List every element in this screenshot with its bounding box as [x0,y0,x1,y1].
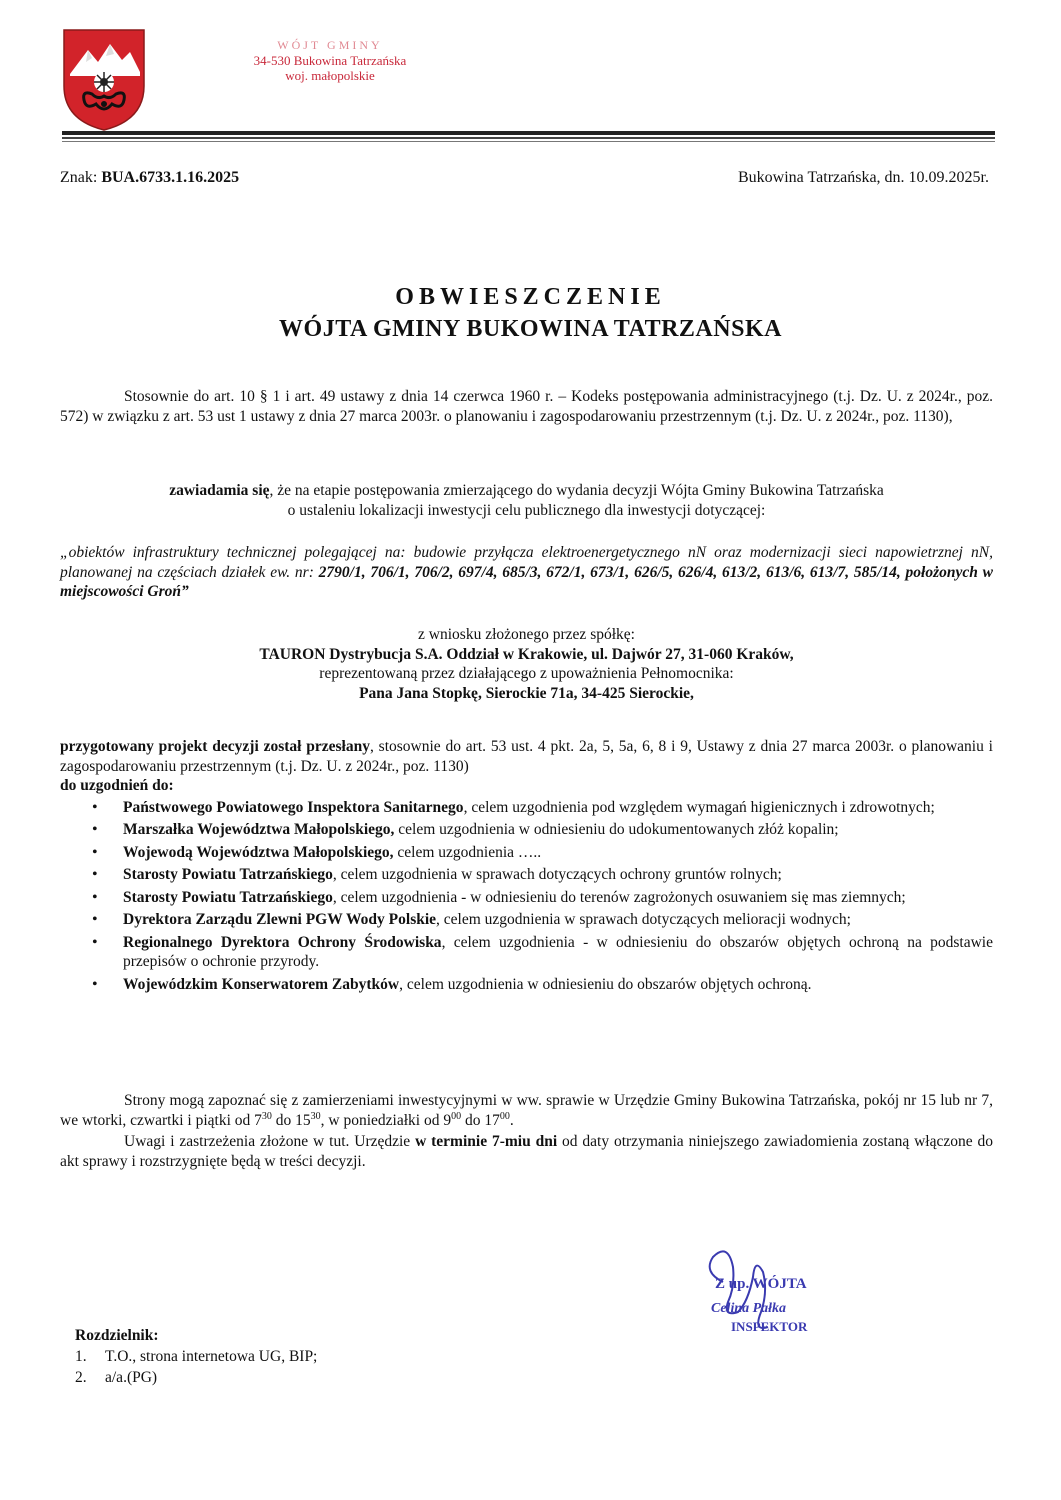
agreement-item: • Regionalnego Dyrektora Ochrony Środowiska, celem uzgodnienia - w odniesieniu do obszarów objętych ochroną na podstawie przepisów o ochronie przyrody. [60,933,993,972]
distribution-item: 2. a/a.(PG) [75,1369,158,1386]
agreement-item: • Wojewódzkim Konserwatorem Zabytków, celem uzgodnienia w odniesieniu do obszarów objętych ochroną. [60,975,993,995]
agreement-item: • Wojewodą Województwa Małopolskiego, celem uzgodnienia ….. [60,843,993,863]
investment-description: „obiektów infrastruktury technicznej polegającej na: budowie przyłącza elektroenergetycznego nN oraz modernizacji sieci napowietrznej nN, planowanej na częściach działek ew. nr: 2790/1, 706/1, 706/2, 697/4, 685/3, 672/1, 673/1, 626/5, 626/4, 613/2, 613/6, 613/7, 585/14, położonych w miejscowości Groń” [60,544,994,600]
agreement-list [60,798,993,995]
header-rule [62,131,995,135]
signature-stamp [693,1242,843,1352]
remarks-paragraph: Uwagi i zastrzeżenia złożone w tut. Urzędzie w terminie 7-miu dni od daty otrzymania niniejszego zawiadomienia zostaną włączone do akt sprawy i rozstrzygnięte będą w treści decyzji. [60,1133,993,1170]
applicant-intro: z wniosku złożonego przez spółkę: [418,626,635,643]
reference-number: Znak: BUA.6733.1.16.2025 [60,169,240,186]
representative-intro: reprezentowaną przez działającego z upoważnienia Pełnomocnika: [319,665,734,682]
agreement-item: • Starosty Powiatu Tatrzańskiego, celem uzgodnienia - w odniesieniu do terenów zagrożonych osuwaniem się mas ziemnych; [60,888,993,908]
project-sent-paragraph: przygotowany projekt decyzji został przesłany, stosownie do art. 53 ust. 4 pkt. 2a, 5, 5a, 6, 8 i 9, Ustawy z dnia 27 marca 2003r. o planowaniu i zagospodarowaniu przestrzennym (t.j. Dz. U. z 2024r., poz. 1130) do uzgodnień do: • Państwowego Powiatowego Inspektora Sanitarnego, celem uzgodnienia pod względem wymagań higienicznych i zdrowotnych; • Marszałka Województwa Małopolskiego, celem uzgodnienia w odniesieniu do udokumentowanych złóż kopalin; • Wojewodą Województwa Małopolskiego, celem uzgodnienia ….. • Starosty Powiatu Tatrzańskiego, celem uzgodnienia w sprawach dotyczących ochrony gruntów rolnych; • Starosty Powiatu Tatrzańskiego, celem uzgodnienia - w odniesieniu do terenów zagrożonych osuwaniem się mas ziemnych; • Dyrektora Zarządu Zlewni PGW Wody Polskie, celem uzgodnienia w sprawach dotyczących melioracji wodnych; • Regionalnego Dyrektora Ochrony Środowiska, celem uzgodnienia - w odniesieniu do obszarów objętych ochroną na podstawie przepisów o ochronie przyrody. • Wojewódzkim Konserwatorem Zabytków, celem uzgodnienia w odniesieniu do obszarów objętych ochroną. [60,737,993,997]
agreement-item: • Marszałka Województwa Małopolskiego, celem uzgodnienia w odniesieniu do udokumentowanych złóż kopalin; [60,820,993,840]
representative-name: Pana Jana Stopkę, Sierockie 71a, 34-425 Sierockie, [359,684,694,702]
coat-of-arms-logo [62,28,146,132]
agreement-item: • Państwowego Powiatowego Inspektora Sanitarnego, celem uzgodnienia pod względem wymagań higienicznych i zdrowotnych; [60,798,993,818]
stamp-line-3: woj. małopolskie [285,68,375,83]
locality-name: Groń [147,583,182,600]
stamp-line-1: WÓJT GMINY [277,38,383,52]
document-subtitle: WÓJTA GMINY BUKOWINA TATRZAŃSKA [279,316,782,342]
applicant-name: TAURON Dystrybucja S.A. Oddział w Krakowie, ul. Dajwór 27, 31-060 Kraków, [259,645,794,663]
notice-paragraph: zawiadamia się, że na etapie postępowania zmierzającego do wydania decyzji Wójta Gminy Bukowina Tatrzańska o ustaleniu lokalizacji inwestycji celu publicznego dla inwestycji dotyczącej: [169,482,884,519]
distribution-item: 1. T.O., strona internetowa UG, BIP; [75,1348,318,1365]
stamp-line-2: 34-530 Bukowina Tatrzańska [253,53,407,68]
legal-basis-paragraph: Stosownie do art. 10 § 1 i art. 49 ustawy z dnia 14 czerwca 1960 r. – Kodeks postępowania administracyjnego (t.j. Dz. U. z 2024r., poz. 572) w związku z art. 53 ust 1 ustawy z dnia 27 marca 2003r. o planowaniu i zagospodarowaniu przestrzennym (t.j. Dz. U. z 2024r., poz. 1130), [60,388,993,425]
place-and-date: Bukowina Tatrzańska, dn. 10.09.2025r. [738,169,989,186]
agreement-item: • Starosty Powiatu Tatrzańskiego, celem uzgodnienia w sprawach dotyczących ochrony gruntów rolnych; [60,865,993,885]
header-rule-secondary [62,137,995,139]
parcel-numbers: 2790/1, 706/1, 706/2, 697/4, 685/3, 672/1, 673/1, 626/5, 626/4, 613/2, 613/6, 613/7, 585/14 [318,563,897,581]
signature-line-3: INSPEKTOR [731,1319,808,1334]
notice-lead: zawiadamia się [169,482,270,499]
office-stamp [200,38,460,83]
signature-line-2: Celina Pałka [711,1301,787,1316]
office-hours-paragraph: Strony mogą zapoznać się z zamierzeniami inwestycyjnymi w ww. sprawie w Urzędzie Gminy Bukowina Tatrzańska, pokój nr 15 lub nr 7, we wtorki, czwartki i piątki od $7^{30}$ do $15^{30}$, w poniedziałki od $9^{00}$ do $17^{00}$. [60,1092,993,1129]
applicant-block [60,625,993,703]
header-rule-tertiary [62,141,995,142]
signature-line-1: Z up. WÓJTA [715,1276,807,1292]
distribution-list [75,1325,317,1388]
distribution-title: Rozdzielnik: [75,1327,159,1344]
document-title: OBWIESZCZENIE [395,284,666,310]
agreement-item: • Dyrektora Zarządu Zlewni PGW Wody Polskie, celem uzgodnienia w sprawach dotyczących melioracji wodnych; [60,910,993,930]
